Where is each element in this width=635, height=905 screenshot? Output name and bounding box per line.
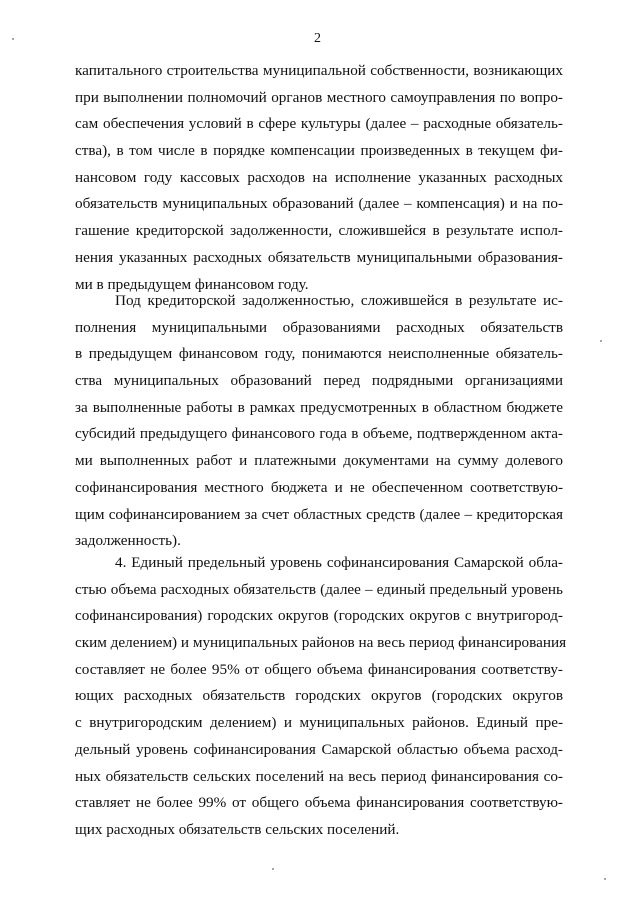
scan-speck xyxy=(272,868,274,870)
text-line: ства), в том числе в порядке компенсации произведенных в текущем фи- xyxy=(75,142,563,160)
text-line: нения указанных расходных обязательств муниципальными образования- xyxy=(75,248,563,266)
text-line: в предыдущем финансовом году, понимаются неисполненные обязатель- xyxy=(75,345,563,363)
text-line: стью объема расходных обязательств (далее – единый предельный уровень xyxy=(75,580,563,598)
text-line: ных обязательств сельских поселений на весь период финансирования со- xyxy=(75,767,563,785)
page-number: 2 xyxy=(314,31,321,46)
text-line: ми в предыдущем финансовом году. xyxy=(75,275,309,293)
text-line: сам обеспечения условий в сфере культуры (далее – расходные обязатель- xyxy=(75,115,563,133)
text-line: с внутригородским делением) и муниципальных районов. Единый пре- xyxy=(75,714,563,732)
text-line: софинансирования местного бюджета и не обеспеченном соответствую- xyxy=(75,478,563,496)
text-line: Под кредиторской задолженностью, сложившейся в результате ис- xyxy=(115,292,563,309)
paragraph-1 xyxy=(75,58,563,298)
text-line: софинансирования) городских округов (городских округов с внутригород- xyxy=(75,607,563,625)
text-line: ства муниципальных образований перед подрядными организациями xyxy=(75,372,563,390)
text-line: составляет не более 95% от общего объема финансирования соответству- xyxy=(75,660,563,678)
text-line: ющих расходных обязательств городских округов (городских округов xyxy=(75,687,563,705)
text-line: гашение кредиторской задолженности, сложившейся в результате испол- xyxy=(75,222,563,240)
scan-speck xyxy=(12,38,14,40)
text-line: задолженность). xyxy=(75,532,181,550)
paragraph-3 xyxy=(75,550,567,844)
paragraph-2 xyxy=(75,288,563,555)
text-line: капитального строительства муниципальной собственности, возникающих xyxy=(75,62,563,79)
text-line: щим софинансированием за счет областных средств (далее – кредиторская xyxy=(75,505,563,523)
text-line: ским делением) и муниципальных районов на весь период финансирования xyxy=(75,634,567,652)
text-line: 4. Единый предельный уровень софинансирования Самарской обла- xyxy=(115,554,563,571)
text-line: щих расходных обязательств сельских поселений. xyxy=(75,820,400,838)
text-line: дельный уровень софинансирования Самарской областью объема расход- xyxy=(75,740,563,758)
text-line: за выполненные работы в рамках предусмотренных в областном бюджете xyxy=(75,398,563,416)
text-line: ми выполненных работ и платежными документами на сумму долевого xyxy=(75,452,563,470)
text-line: при выполнении полномочий органов местного самоуправления по вопро- xyxy=(75,88,563,106)
scan-speck xyxy=(604,878,606,880)
text-line: ставляет не более 99% от общего объема финансирования соответствую- xyxy=(75,794,563,812)
text-line: нансовом году кассовых расходов на исполнение указанных расходных xyxy=(75,168,563,186)
scan-speck xyxy=(600,340,602,342)
text-line: обязательств муниципальных образований (далее – компенсация) и на по- xyxy=(75,195,563,213)
text-line: субсидий предыдущего финансового года в объеме, подтвержденном акта- xyxy=(75,425,563,443)
text-line: полнения муниципальными образованиями расходных обязательств xyxy=(75,318,563,336)
